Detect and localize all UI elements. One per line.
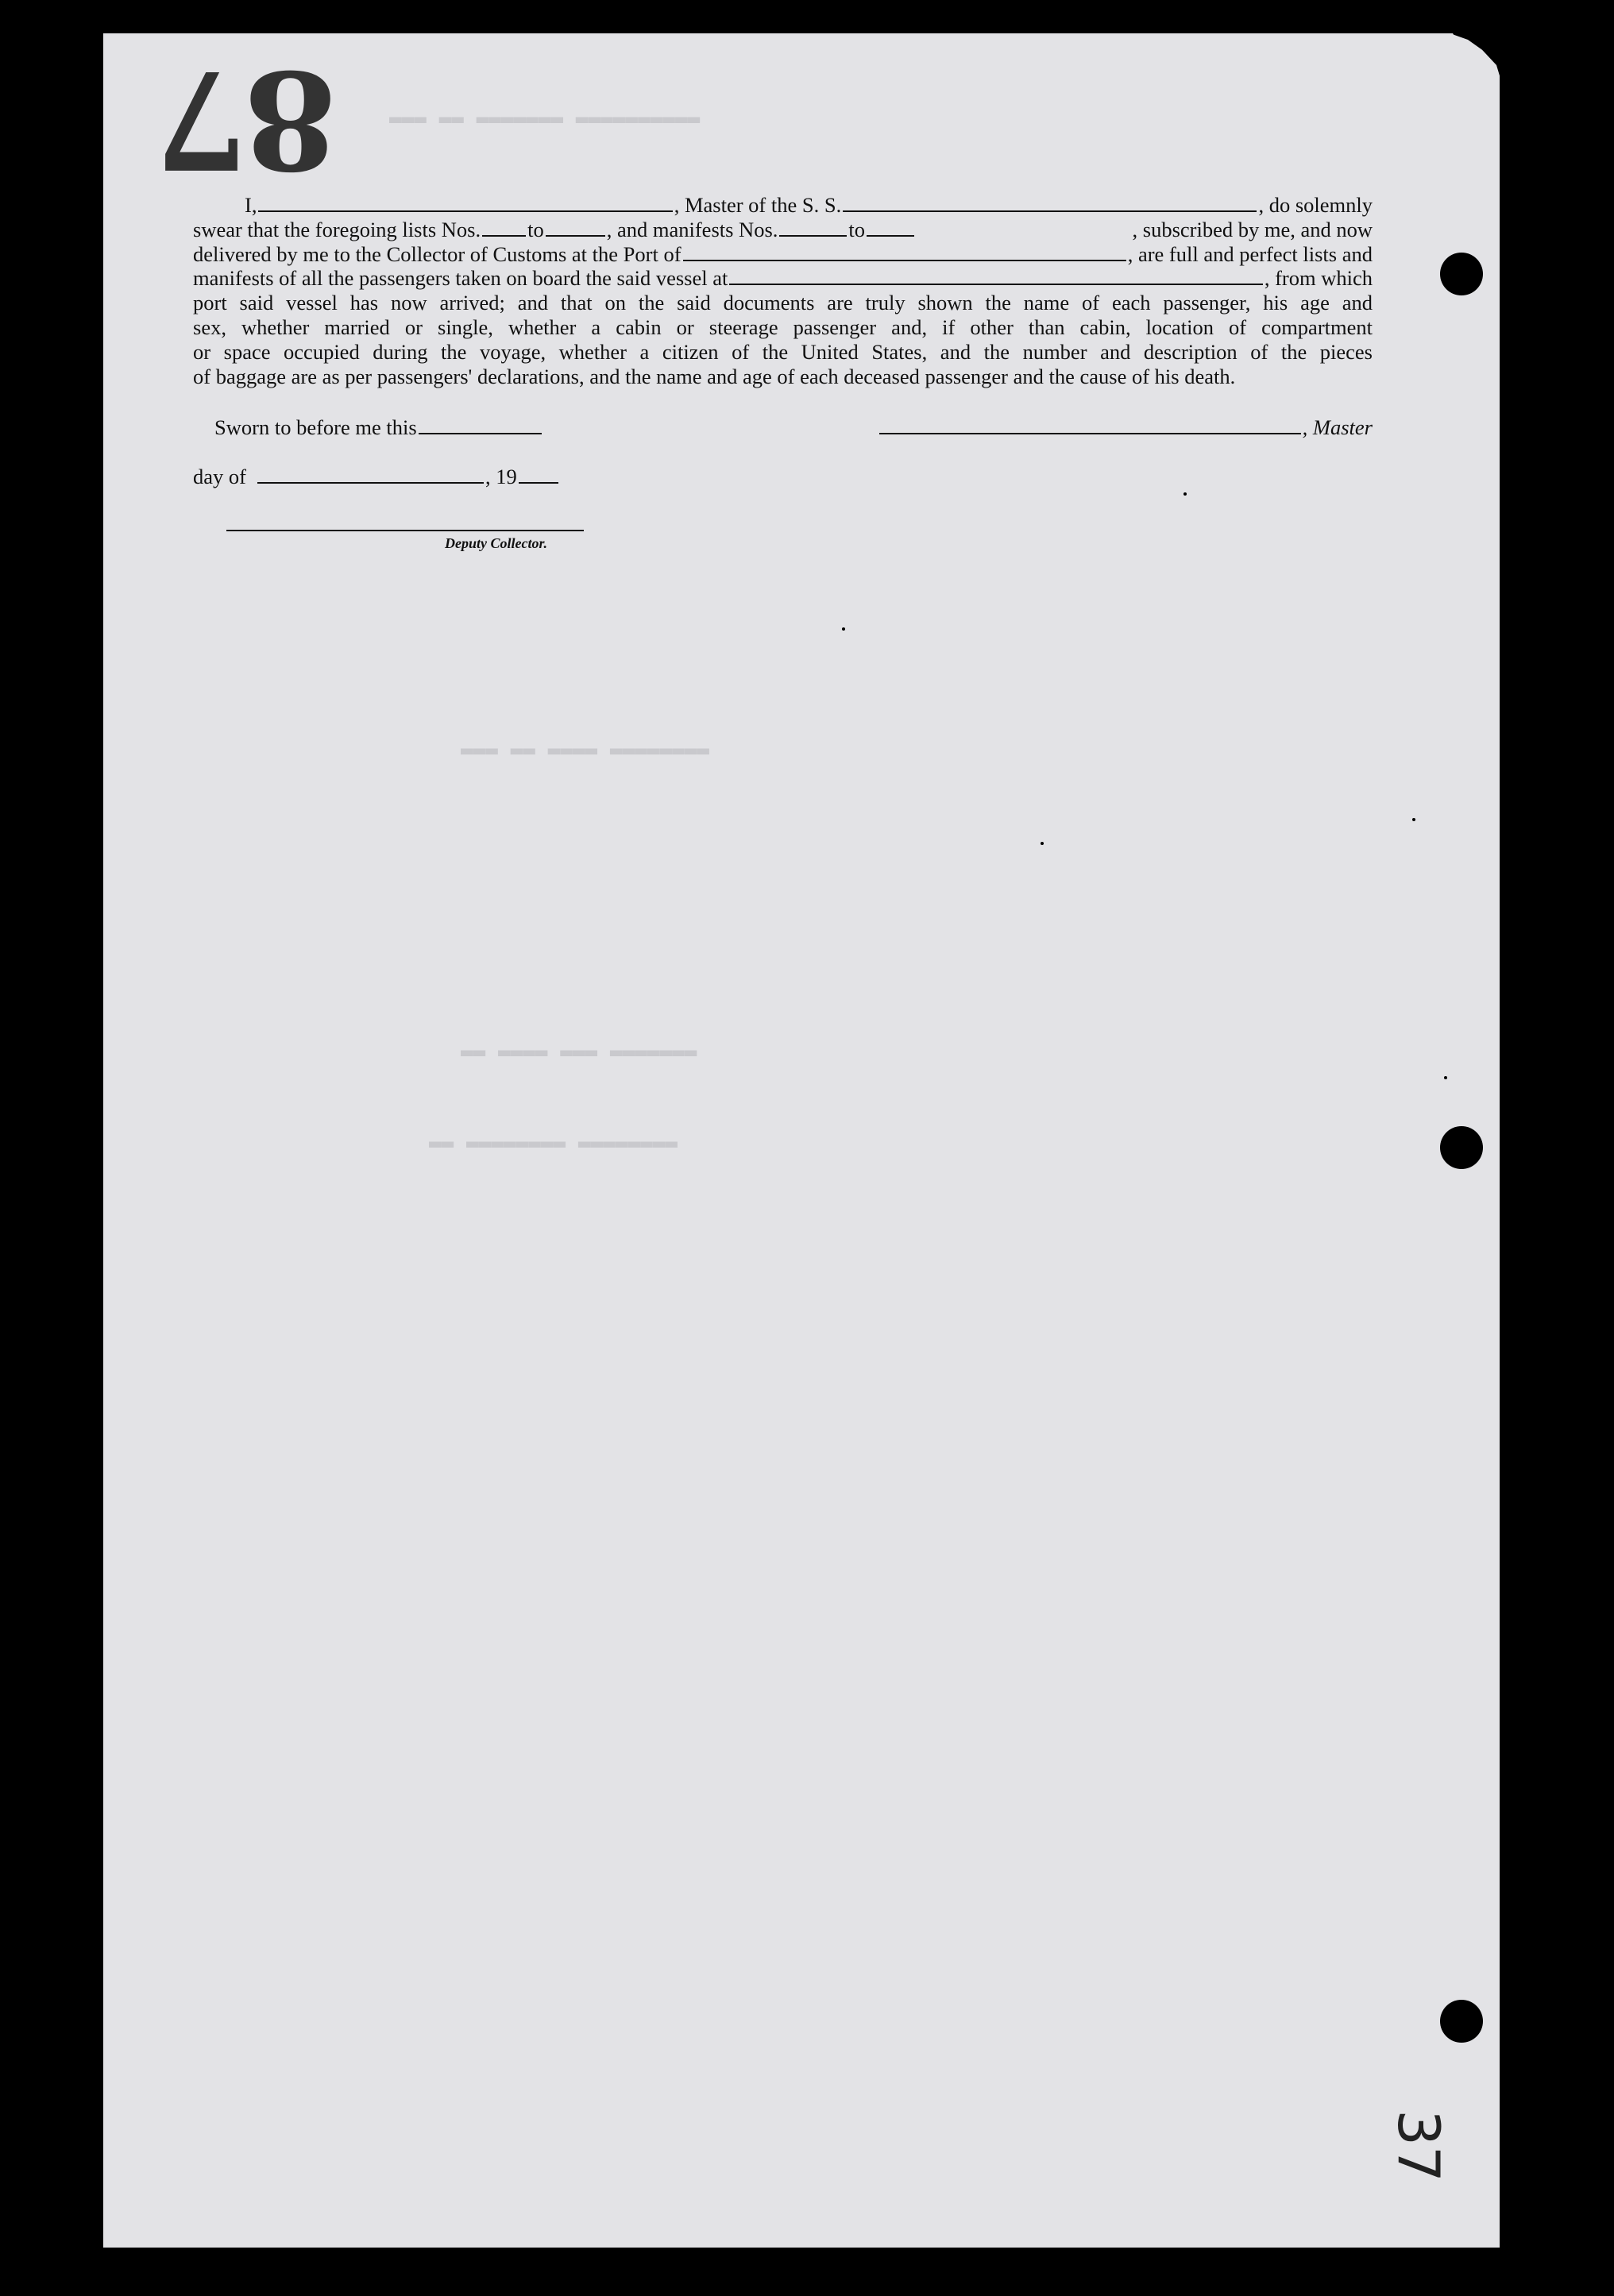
stamped-page-number: 87 (159, 40, 338, 199)
deputy-signature-line (226, 530, 584, 531)
oath-text: , subscribed by me, and now (1132, 217, 1373, 241)
oath-text: , do solemnly (1258, 193, 1373, 217)
speck (1041, 842, 1044, 845)
master-signature-row (878, 415, 1373, 440)
oath-text: manifests of all the passengers taken on board the said vessel at (193, 266, 728, 291)
master-name-blank (258, 195, 672, 212)
oath-line (193, 291, 1373, 315)
speck (16, 1668, 19, 1671)
manifests-from-blank (779, 219, 847, 237)
oath-line (193, 218, 1373, 242)
sworn-label: Sworn to before me this (214, 415, 417, 439)
oath-text: , Master of the S. S. (674, 193, 842, 217)
oath-text: , from which (1264, 266, 1373, 291)
oath-line (193, 315, 1373, 340)
lists-from-blank (482, 219, 526, 237)
day-label: day of (193, 465, 246, 488)
oath-text: sex, whether married or single, whether a cabin or steerage passenger and, if other than cabin, location of compartment (193, 314, 1373, 339)
sworn-row (214, 415, 543, 440)
year-prefix: , 19 (485, 465, 517, 488)
speck (842, 627, 845, 631)
deputy-collector-label: Deputy Collector. (445, 535, 547, 551)
sworn-date-blank (419, 417, 542, 434)
oath-line (193, 242, 1373, 267)
bleed-through-text: ▬▬▬ ▬▬ ▬▬▬▬▬▬▬ ▬▬▬▬▬▬▬▬▬▬ (389, 107, 701, 131)
bleed-through-text: ▬▬ ▬▬▬▬ ▬▬▬ ▬▬▬▬▬▬▬ (461, 1040, 697, 1064)
year-blank (519, 466, 558, 484)
port-blank (683, 244, 1126, 261)
oath-line (193, 193, 1373, 218)
punch-hole (1440, 2000, 1483, 2043)
oath-line (193, 266, 1373, 291)
oath-line (193, 340, 1373, 365)
ship-name-blank (843, 195, 1257, 212)
punch-hole (1440, 1126, 1483, 1169)
lists-to-blank (546, 219, 605, 237)
departure-port-blank (729, 268, 1263, 285)
oath-text: delivered by me to the Collector of Customs at the Port of (193, 241, 682, 266)
oath-text: , are full and perfect lists and (1127, 241, 1373, 266)
oath-text: or space occupied during the voyage, whether a citizen of the United States, and the number and description of the pieces (193, 339, 1373, 364)
handwritten-page-number: 37 (1384, 2109, 1452, 2182)
oath-line (193, 365, 1373, 389)
bleed-through-text: ▬▬ ▬▬▬▬▬▬▬▬ ▬▬▬▬▬▬▬▬ (429, 1132, 678, 1156)
oath-paragraph (193, 193, 1373, 388)
punch-hole (1440, 253, 1483, 295)
speck (1412, 818, 1415, 821)
oath-text: of baggage are as per passengers' declarations, and the name and age of each deceased passenger and the cause of his death. (193, 364, 1236, 388)
oath-text: swear that the foregoing lists Nos. (193, 217, 481, 241)
speck (1444, 1076, 1447, 1079)
day-row (193, 465, 560, 489)
bleed-through-text: ▬▬▬ ▬▬ ▬▬▬▬ ▬▬▬▬▬▬▬▬ (461, 739, 710, 762)
speck (1183, 492, 1187, 496)
oath-text: I, (245, 193, 257, 217)
oath-text: , and manifests Nos. (606, 217, 778, 241)
oath-text: to (527, 217, 544, 241)
oath-text: to (848, 217, 866, 241)
month-blank (257, 466, 484, 484)
master-label: , Master (1302, 415, 1373, 439)
master-signature-blank (879, 417, 1301, 434)
oath-text: port said vessel has now arrived; and that on the said documents are truly shown the name of each passenger, his age and (193, 291, 1373, 315)
manifests-to-blank (867, 219, 914, 237)
